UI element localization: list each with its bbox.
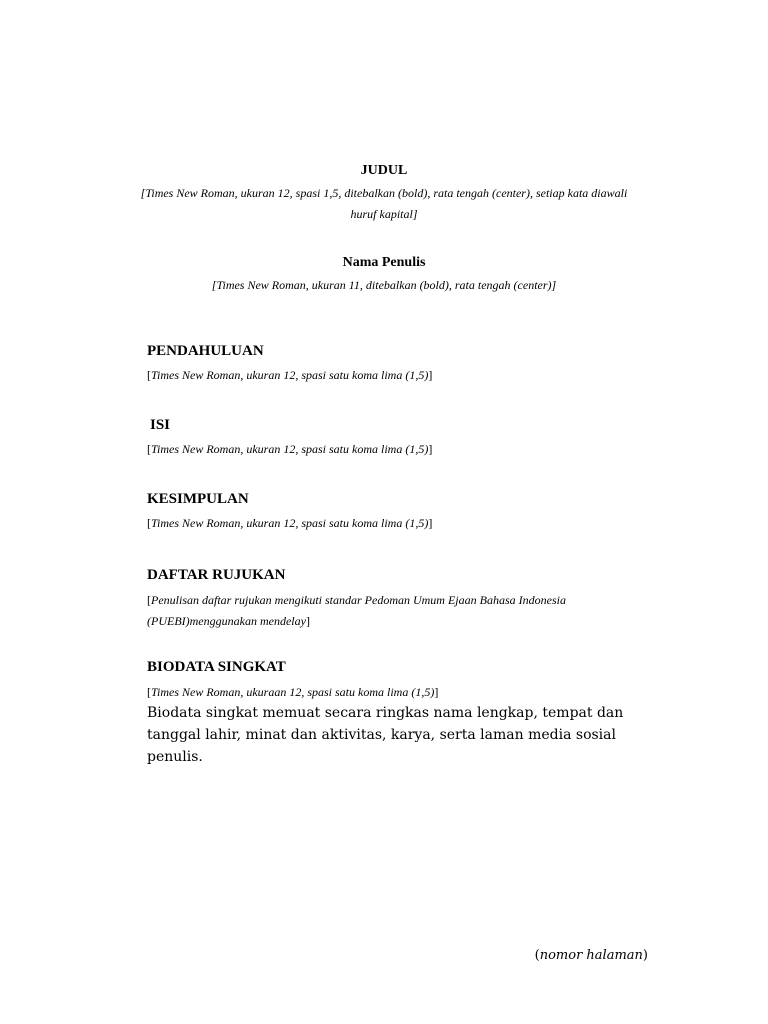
- section-note-biodata: [Times New Roman, ukuraan 12, spasi satu koma lima (1,5)]: [147, 685, 439, 699]
- author-name: Nama Penulis: [342, 255, 426, 270]
- section-note-isi: [Times New Roman, ukuran 12, spasi satu koma lima (1,5)]: [147, 442, 433, 456]
- author-format-note: [Times New Roman, ukuran 11, ditebalkan (bold), rata tengah (center)]: [211, 278, 557, 292]
- section-heading-biodata: BIODATA SINGKAT: [147, 659, 286, 675]
- section-note-daftar-rujukan-line2: (PUEBI)menggunakan mendelay]: [147, 614, 310, 628]
- biodata-body-text: Biodata singkat memuat secara ringkas nama lengkap, tempat dan tanggal lahir, minat dan aktivitas, karya, serta laman media sosial penulis.: [147, 705, 624, 765]
- title-format-note: [Times New Roman, ukuran 12, spasi 1,5, ditebalkan (bold), rata tengah (center), setiap kata diawali huruf kapital]: [140, 186, 628, 221]
- section-note-kesimpulan: [Times New Roman, ukuran 12, spasi satu koma lima (1,5)]: [147, 516, 433, 530]
- section-heading-kesimpulan: KESIMPULAN: [147, 491, 249, 507]
- section-note-daftar-rujukan-line1: [Penulisan daftar rujukan mengikuti standar Pedoman Umum Ejaan Bahasa Indonesia: [147, 593, 566, 607]
- section-heading-isi: ISI: [150, 417, 171, 433]
- document-title: JUDUL: [360, 163, 408, 178]
- section-heading-daftar-rujukan: DAFTAR RUJUKAN: [147, 567, 286, 583]
- section-note-pendahuluan: [Times New Roman, ukuran 12, spasi satu koma lima (1,5)]: [147, 368, 433, 382]
- page-number-placeholder: (nomor halaman): [534, 948, 648, 963]
- section-heading-pendahuluan: PENDAHULUAN: [147, 343, 264, 359]
